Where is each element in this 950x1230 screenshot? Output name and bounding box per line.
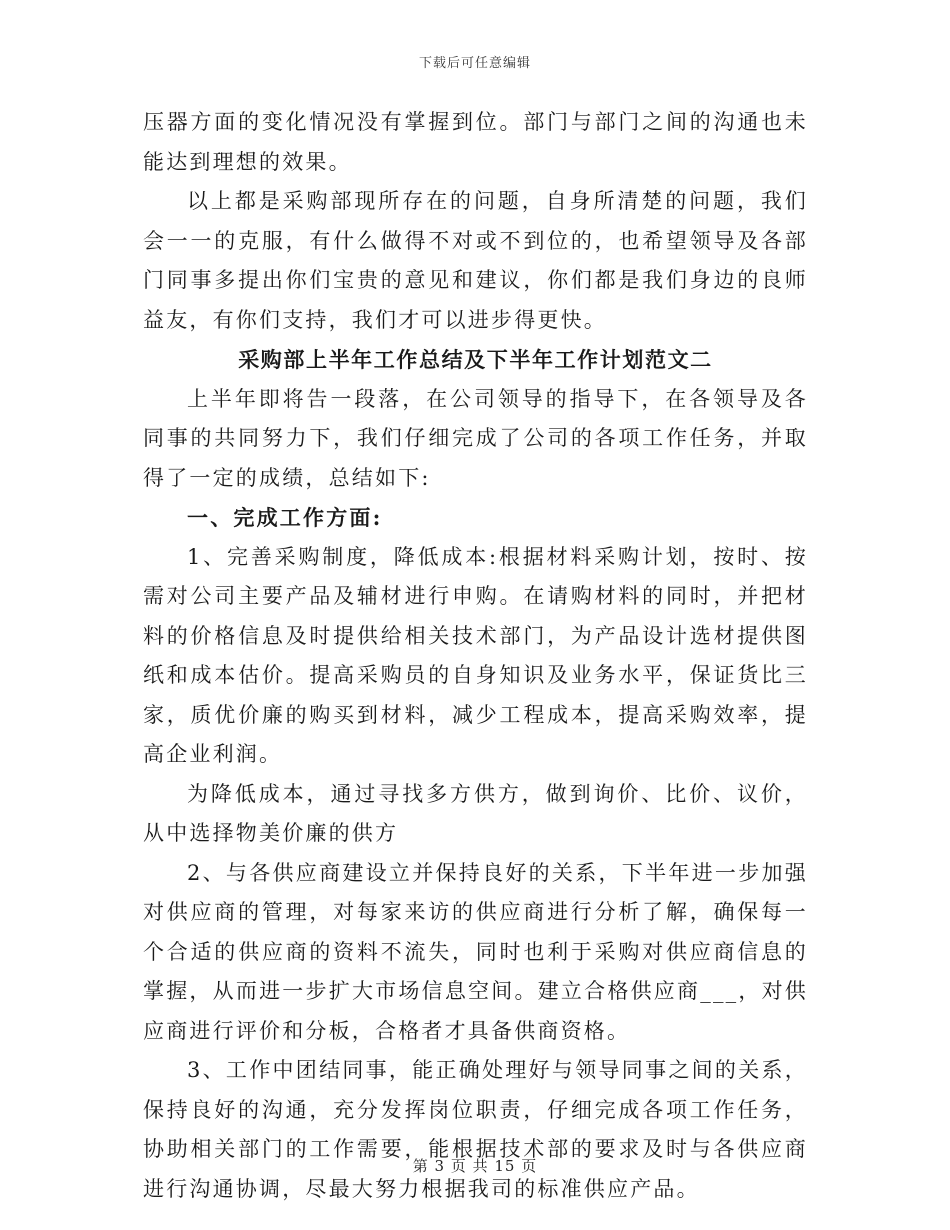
- paragraph-problems-summary: 以上都是采购部现所存在的问题，自身所清楚的问题，我们会一一的克服，有什么做得不对或不到位的，也希望领导及各部门同事多提出你们宝贵的意见和建议，你们都是我们身边的良师益友，有你们支持，我们才可以进步得更快。: [143, 189, 808, 332]
- page-number-footer: 第 3 页 共 15 页: [412, 1157, 538, 1175]
- paragraph-item-3: 3、工作中团结同事，能正确处理好与领导同事之间的关系，保持良好的沟通，充分发挥岗位职责，仔细完成各项工作任务，协助相关部门的工作需要，能根据技术部的要求及时与各供应商进行沟通协调，尽最大努力根据我司的标准供应产品。: [143, 1058, 808, 1201]
- document-body: [143, 103, 808, 1209]
- paragraph-continuation: 压器方面的变化情况没有掌握到位。部门与部门之间的沟通也未能达到理想的效果。: [143, 110, 808, 174]
- paragraph-item-1: 1、完善采购制度，降低成本:根据材料采购计划，按时、按需对公司主要产品及辅材进行申购。在请购材料的同时，并把材料的价格信息及时提供给相关技术部门，为产品设计选材提供图纸和成本估价。提高采购员的自身知识及业务水平，保证货比三家，质优价廉的购买到材料，减少工程成本，提高采购效率，提高企业利润。: [143, 544, 808, 766]
- paragraph-item-2: 2、与各供应商建设立并保持良好的关系，下半年进一步加强对供应商的管理，对每家来访的供应商进行分析了解，确保每一个合适的供应商的资料不流失，同时也利于采购对供应商信息的掌握，从而进一步扩大市场信息空间。建立合格供应商___，对供应商进行评价和分板，合格者才具备供商资格。: [143, 860, 808, 1043]
- section-title: 采购部上半年工作总结及下半年工作计划范文二: [238, 347, 713, 372]
- paragraph-intro: 上半年即将告一段落，在公司领导的指导下，在各领导及各同事的共同努力下，我们仔细完成了公司的各项工作任务，并取得了一定的成绩，总结如下:: [143, 386, 808, 490]
- paragraph-cost-reduction: 为降低成本，通过寻找多方供方，做到询价、比价、议价，从中选择物美价廉的供方: [143, 781, 808, 845]
- page-header-note: 下载后可任意编辑: [418, 56, 531, 71]
- heading-work-completed: 一、完成工作方面:: [187, 505, 383, 530]
